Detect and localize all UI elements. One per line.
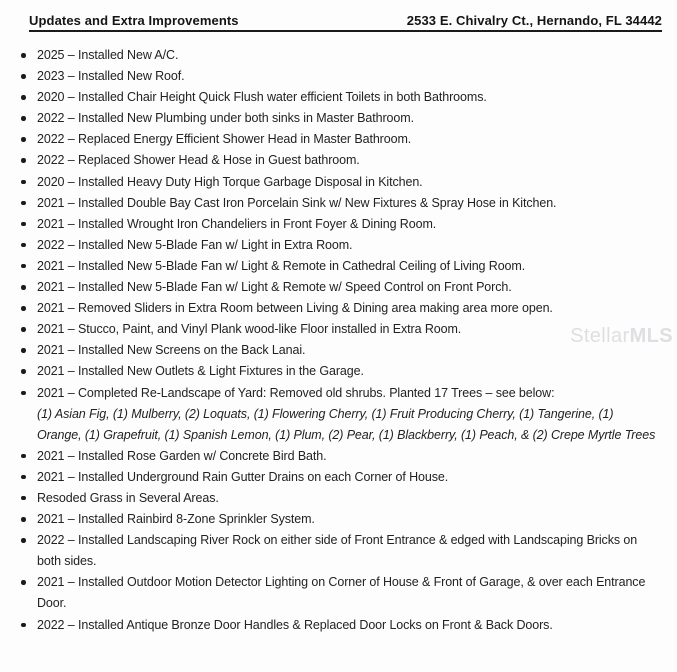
list-item-text: 2021 – Stucco, Paint, and Vinyl Plank wood-like Floor installed in Extra Room.: [37, 322, 462, 337]
list-item-text: 2022 – Replaced Shower Head & Hose in Guest bathroom.: [37, 153, 360, 168]
list-item-text: 2021 – Installed New Screens on the Back Lanai.: [37, 343, 306, 358]
list-item-text: Resoded Grass in Several Areas.: [37, 490, 219, 505]
improvements-list: [0, 45, 657, 636]
list-item-text: 2021 – Installed New 5-Blade Fan w/ Light & Remote w/ Speed Control on Front Porch.: [37, 280, 512, 295]
list-item: [37, 509, 657, 530]
list-item: [37, 108, 657, 129]
list-item-text: 2020 – Installed Heavy Duty High Torque Garbage Disposal in Kitchen.: [37, 174, 423, 189]
list-item-text: 2020 – Installed Chair Height Quick Flush water efficient Toilets in both Bathrooms.: [37, 90, 487, 105]
list-item-text: 2021 – Installed Underground Rain Gutter Drains on each Corner of House.: [37, 469, 449, 484]
list-item: [37, 340, 657, 361]
property-address: 2533 E. Chivalry Ct., Hernando, FL 34442: [406, 13, 662, 28]
page-title: Updates and Extra Improvements: [29, 13, 239, 28]
stellar-mls-watermark: [570, 325, 673, 348]
list-item-text: 2022 – Installed New Plumbing under both sinks in Master Bathroom.: [37, 111, 414, 126]
list-item: [37, 298, 657, 319]
list-item-text: 2021 – Installed Outdoor Motion Detector Lighting on Corner of House & Front of Garage, & over each Entrance Door.: [37, 575, 646, 611]
list-item: [37, 235, 657, 256]
list-item-text: 2022 – Installed Landscaping River Rock on either side of Front Entrance & edged with Landscaping Bricks on both sides.: [37, 533, 638, 569]
list-item: [37, 256, 657, 277]
list-item-text: 2021 – Installed Rainbird 8-Zone Sprinkler System.: [37, 512, 315, 527]
list-item: [37, 383, 657, 446]
list-item: [37, 572, 657, 614]
list-item: [37, 129, 657, 150]
list-item: [37, 150, 657, 171]
list-item-italic-note: (1) Asian Fig, (1) Mulberry, (2) Loquats, (1) Flowering Cherry, (1) Fruit Producing Cherry, (1) Tangerine, (1) Orange, (1) Grapefruit, (1) Spanish Lemon, (1) Plum, (2) Pear, (1) Blackberry, (1) Peach, & (2) Crepe Myrtle Trees: [37, 406, 656, 442]
list-item-text: 2021 – Installed New 5-Blade Fan w/ Light & Remote in Cathedral Ceiling of Living Room.: [37, 258, 526, 273]
list-item: [37, 214, 657, 235]
list-item-text: 2021 – Installed Rose Garden w/ Concrete Bird Bath.: [37, 448, 327, 463]
list-item: [37, 66, 657, 87]
list-item-text: 2021 – Installed Wrought Iron Chandeliers in Front Foyer & Dining Room.: [37, 216, 437, 231]
list-item: [37, 467, 657, 488]
list-item-text: 2021 – Completed Re-Landscape of Yard: Removed old shrubs. Planted 17 Trees – see below:: [37, 385, 555, 400]
watermark-text-mls: MLS: [629, 325, 673, 347]
list-item-text: 2021 – Installed New Outlets & Light Fixtures in the Garage.: [37, 364, 364, 379]
list-item: [37, 615, 657, 636]
list-item-text: 2021 – Installed Double Bay Cast Iron Porcelain Sink w/ New Fixtures & Spray Hose in Kitchen.: [37, 195, 557, 210]
list-item: [37, 488, 657, 509]
list-item-text: 2022 – Installed New 5-Blade Fan w/ Light in Extra Room.: [37, 237, 353, 252]
list-item-text: 2025 – Installed New A/C.: [37, 48, 179, 62]
list-item: [37, 87, 657, 108]
list-item: [37, 172, 657, 193]
list-item-text: 2022 – Installed Antique Bronze Door Handles & Replaced Door Locks on Front & Back Doors.: [37, 617, 553, 632]
document-header: [29, 0, 662, 32]
list-item: [37, 45, 657, 66]
list-item: [37, 530, 657, 572]
list-item: [37, 361, 657, 382]
list-item-text: 2022 – Replaced Energy Efficient Shower Head in Master Bathroom.: [37, 132, 412, 147]
watermark-text-stellar: Stellar: [570, 325, 630, 347]
list-item: [37, 446, 657, 467]
list-item-text: 2021 – Removed Sliders in Extra Room between Living & Dining area making area more open.: [37, 301, 553, 316]
list-item: [37, 319, 657, 340]
list-item: [37, 277, 657, 298]
list-item: [37, 193, 657, 214]
list-item-text: 2023 – Installed New Roof.: [37, 69, 185, 84]
